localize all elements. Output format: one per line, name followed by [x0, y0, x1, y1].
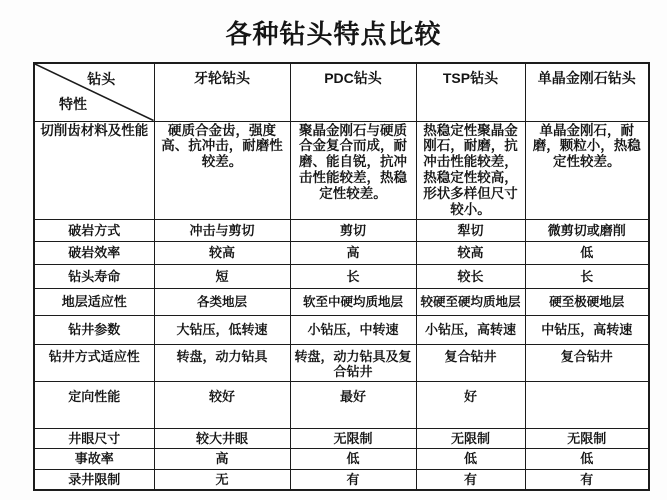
row-label: 切削齿材料及性能 [34, 121, 154, 220]
table-row [34, 265, 649, 289]
table-cell: 无限制 [290, 428, 416, 448]
table-cell: 有 [525, 469, 649, 490]
table-cell: 较大井眼 [154, 428, 290, 448]
table-row [34, 316, 649, 345]
table-cell: 各类地层 [154, 289, 290, 316]
table-cell: 较长 [416, 265, 525, 289]
row-label: 钻井参数 [34, 316, 154, 345]
table-cell: 有 [416, 469, 525, 490]
table-cell: 聚晶金刚石与硬质合金复合而成，耐磨、能自锐，抗冲击性能较差，热稳定性较差。 [290, 121, 416, 220]
row-label: 破岩效率 [34, 242, 154, 265]
table-cell: 硬质合金齿，强度高、抗冲击，耐磨性较差。 [154, 121, 290, 220]
table-row [34, 428, 649, 448]
row-label: 井眼尺寸 [34, 428, 154, 448]
table-cell: 较好 [154, 381, 290, 428]
table-row [34, 220, 649, 242]
table-cell: 转盘，动力钻具及复合钻井 [290, 345, 416, 382]
table-cell: 大钻压，低转速 [154, 316, 290, 345]
drill-bit-comparison-table [33, 62, 650, 491]
table-cell: 低 [290, 448, 416, 469]
table-cell: 低 [525, 448, 649, 469]
table-cell: 较高 [416, 242, 525, 265]
table-cell: 低 [525, 242, 649, 265]
table-cell: 中钻压，高转速 [525, 316, 649, 345]
row-label: 钻井方式适应性 [34, 345, 154, 382]
table-cell: 微剪切或磨削 [525, 220, 649, 242]
header-row [34, 63, 649, 121]
table-cell: 好 [416, 381, 525, 428]
column-header-tsp: TSP钻头 [416, 63, 525, 121]
table-cell: 剪切 [290, 220, 416, 242]
table-cell: 复合钻井 [416, 345, 525, 382]
table-row [34, 242, 649, 265]
table-cell: 软至中硬均质地层 [290, 289, 416, 316]
page-title: 各种钻头特点比较 [225, 19, 442, 49]
row-label: 地层适应性 [34, 289, 154, 316]
table-cell: 无 [154, 469, 290, 490]
table-cell: 小钻压，高转速 [416, 316, 525, 345]
table-cell: 冲击与剪切 [154, 220, 290, 242]
column-header-single-crystal: 单晶金刚石钻头 [525, 63, 649, 121]
table-cell: 犁切 [416, 220, 525, 242]
row-label: 事故率 [34, 448, 154, 469]
table-cell: 无限制 [416, 428, 525, 448]
table-cell: 短 [154, 265, 290, 289]
table-cell: 转盘，动力钻具 [154, 345, 290, 382]
column-header-pdc: PDC钻头 [290, 63, 416, 121]
row-label: 破岩方式 [34, 220, 154, 242]
corner-label-characteristic: 特性 [59, 95, 87, 112]
row-label: 定向性能 [34, 381, 154, 428]
table-row [34, 345, 649, 382]
table-row [34, 289, 649, 316]
table-cell [525, 381, 649, 428]
table-cell: 有 [290, 469, 416, 490]
table-cell: 最好 [290, 381, 416, 428]
table-row [34, 121, 649, 220]
corner-cell [34, 63, 154, 121]
table-row [34, 381, 649, 428]
table-cell: 无限制 [525, 428, 649, 448]
table-cell: 单晶金刚石，耐磨，颗粒小，热稳定性较差。 [525, 121, 649, 220]
table-cell: 热稳定性聚晶金刚石，耐磨，抗冲击性能较差，热稳定性较高，形状多样但尺寸较小。 [416, 121, 525, 220]
table-cell: 小钻压，中转速 [290, 316, 416, 345]
table-cell: 高 [154, 448, 290, 469]
table-cell: 较高 [154, 242, 290, 265]
table-cell: 复合钻井 [525, 345, 649, 382]
table-cell: 低 [416, 448, 525, 469]
table-cell: 硬至极硬地层 [525, 289, 649, 316]
row-label: 录井限制 [34, 469, 154, 490]
row-label: 钻头寿命 [34, 265, 154, 289]
table-cell: 高 [290, 242, 416, 265]
column-header-roller-cone: 牙轮钻头 [154, 63, 290, 121]
corner-label-bit: 钻头 [87, 71, 116, 87]
table-row [34, 469, 649, 490]
table-cell: 长 [290, 265, 416, 289]
table-cell: 长 [525, 265, 649, 289]
table-cell: 较硬至硬均质地层 [416, 289, 525, 316]
table-row [34, 448, 649, 469]
